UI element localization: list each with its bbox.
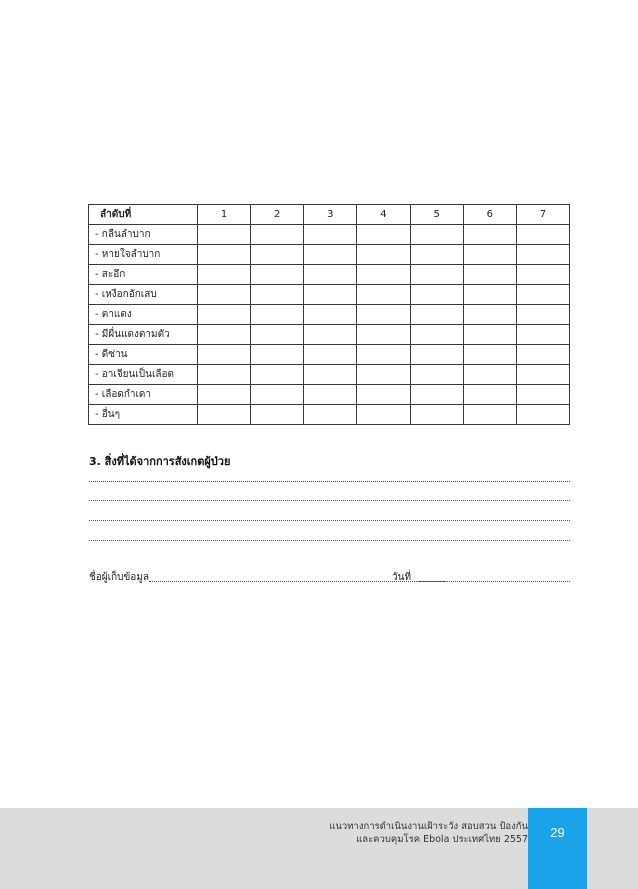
row-label: - ดีซ่าน <box>89 345 198 365</box>
row-label: - เหงือกอักเสบ <box>89 285 198 305</box>
checkbox-cell[interactable] <box>410 365 463 385</box>
table-row <box>89 365 570 385</box>
checkbox-cell[interactable] <box>410 405 463 425</box>
row-label: - อาเจียนเป็นเลือด <box>89 365 198 385</box>
checkbox-cell[interactable] <box>251 265 304 285</box>
table-row <box>89 345 570 365</box>
checkbox-cell[interactable] <box>304 305 357 325</box>
checkbox-cell[interactable] <box>198 365 251 385</box>
checkbox-cell[interactable] <box>198 345 251 365</box>
row-label: - อื่นๆ <box>89 405 198 425</box>
checkbox-cell[interactable] <box>198 305 251 325</box>
checkbox-cell[interactable] <box>410 385 463 405</box>
checkbox-cell[interactable] <box>516 365 569 385</box>
checkbox-cell[interactable] <box>410 265 463 285</box>
observation-line-1[interactable] <box>89 481 570 482</box>
checkbox-cell[interactable] <box>304 385 357 405</box>
observation-line-2[interactable] <box>89 500 570 501</box>
date-field[interactable] <box>419 581 570 582</box>
checkbox-cell[interactable] <box>463 265 516 285</box>
checkbox-cell[interactable] <box>198 285 251 305</box>
checkbox-cell[interactable] <box>357 345 410 365</box>
checkbox-cell[interactable] <box>251 365 304 385</box>
row-label: - ตาแดง <box>89 305 198 325</box>
checkbox-cell[interactable] <box>304 345 357 365</box>
checkbox-cell[interactable] <box>357 305 410 325</box>
checkbox-cell[interactable] <box>304 225 357 245</box>
footer-line-2: และควบคุมโรค Ebola ประเทศไทย 2557 <box>356 834 528 845</box>
table-header-row <box>89 205 570 225</box>
checkbox-cell[interactable] <box>304 265 357 285</box>
table-row <box>89 405 570 425</box>
checkbox-cell[interactable] <box>463 285 516 305</box>
header-col-4: 4 <box>357 205 410 225</box>
checkbox-cell[interactable] <box>463 405 516 425</box>
checkbox-cell[interactable] <box>516 345 569 365</box>
header-order-label: ลำดับที่ <box>89 205 198 225</box>
table-row <box>89 225 570 245</box>
symptom-table <box>88 204 570 425</box>
checkbox-cell[interactable] <box>251 305 304 325</box>
checkbox-cell[interactable] <box>304 405 357 425</box>
checkbox-cell[interactable] <box>357 245 410 265</box>
table-row <box>89 285 570 305</box>
checkbox-cell[interactable] <box>357 265 410 285</box>
checkbox-cell[interactable] <box>251 405 304 425</box>
checkbox-cell[interactable] <box>198 245 251 265</box>
checkbox-cell[interactable] <box>198 405 251 425</box>
checkbox-cell[interactable] <box>516 385 569 405</box>
checkbox-cell[interactable] <box>516 405 569 425</box>
row-label: - กลืนลำบาก <box>89 225 198 245</box>
footer-caption <box>329 820 528 846</box>
row-label: - เลือดกำเดา <box>89 385 198 405</box>
checkbox-cell[interactable] <box>304 245 357 265</box>
checkbox-cell[interactable] <box>251 325 304 345</box>
checkbox-cell[interactable] <box>516 325 569 345</box>
footer-line-1: แนวทางการดำเนินงานเฝ้าระวัง สอบสวน ป้องกัน <box>329 821 528 832</box>
checkbox-cell[interactable] <box>463 325 516 345</box>
checkbox-cell[interactable] <box>304 325 357 345</box>
checkbox-cell[interactable] <box>463 365 516 385</box>
checkbox-cell[interactable] <box>198 325 251 345</box>
checkbox-cell[interactable] <box>357 225 410 245</box>
checkbox-cell[interactable] <box>516 245 569 265</box>
header-col-7: 7 <box>516 205 569 225</box>
table-row <box>89 245 570 265</box>
checkbox-cell[interactable] <box>463 385 516 405</box>
checkbox-cell[interactable] <box>251 225 304 245</box>
checkbox-cell[interactable] <box>304 365 357 385</box>
collector-label: ชื่อผู้เก็บข้อมูล <box>89 572 150 583</box>
page-number: 29 <box>550 825 565 840</box>
checkbox-cell[interactable] <box>463 245 516 265</box>
checkbox-cell[interactable] <box>198 265 251 285</box>
table-row <box>89 305 570 325</box>
checkbox-cell[interactable] <box>463 345 516 365</box>
checkbox-cell[interactable] <box>357 385 410 405</box>
checkbox-cell[interactable] <box>357 285 410 305</box>
row-label: - สะอึก <box>89 265 198 285</box>
page-number-box <box>528 808 587 889</box>
collector-row <box>89 570 570 584</box>
observation-line-4[interactable] <box>89 540 570 541</box>
checkbox-cell[interactable] <box>304 285 357 305</box>
checkbox-cell[interactable] <box>357 365 410 385</box>
checkbox-cell[interactable] <box>410 225 463 245</box>
checkbox-cell[interactable] <box>357 325 410 345</box>
checkbox-cell[interactable] <box>251 345 304 365</box>
checkbox-cell[interactable] <box>410 285 463 305</box>
header-col-1: 1 <box>198 205 251 225</box>
checkbox-cell[interactable] <box>463 225 516 245</box>
checkbox-cell[interactable] <box>410 345 463 365</box>
table-row <box>89 385 570 405</box>
checkbox-cell[interactable] <box>198 225 251 245</box>
checkbox-cell[interactable] <box>410 325 463 345</box>
checkbox-cell[interactable] <box>251 385 304 405</box>
checkbox-cell[interactable] <box>463 305 516 325</box>
header-col-6: 6 <box>463 205 516 225</box>
row-label: - มีผื่นแดงตามตัว <box>89 325 198 345</box>
header-col-3: 3 <box>304 205 357 225</box>
header-col-5: 5 <box>410 205 463 225</box>
section-3-title: 3. สิ่งที่ได้จากการสังเกตผู้ป่วย <box>89 455 231 468</box>
checkbox-cell[interactable] <box>251 285 304 305</box>
checkbox-cell[interactable] <box>410 245 463 265</box>
checkbox-cell[interactable] <box>198 385 251 405</box>
table-row <box>89 325 570 345</box>
table-row <box>89 265 570 285</box>
checkbox-cell[interactable] <box>251 245 304 265</box>
checkbox-cell[interactable] <box>516 285 569 305</box>
checkbox-cell[interactable] <box>410 305 463 325</box>
observation-line-3[interactable] <box>89 520 570 521</box>
date-label: วันที่ <box>392 572 412 583</box>
row-label: - หายใจลำบาก <box>89 245 198 265</box>
checkbox-cell[interactable] <box>516 225 569 245</box>
checkbox-cell[interactable] <box>516 265 569 285</box>
checkbox-cell[interactable] <box>516 305 569 325</box>
header-col-2: 2 <box>251 205 304 225</box>
checkbox-cell[interactable] <box>357 405 410 425</box>
